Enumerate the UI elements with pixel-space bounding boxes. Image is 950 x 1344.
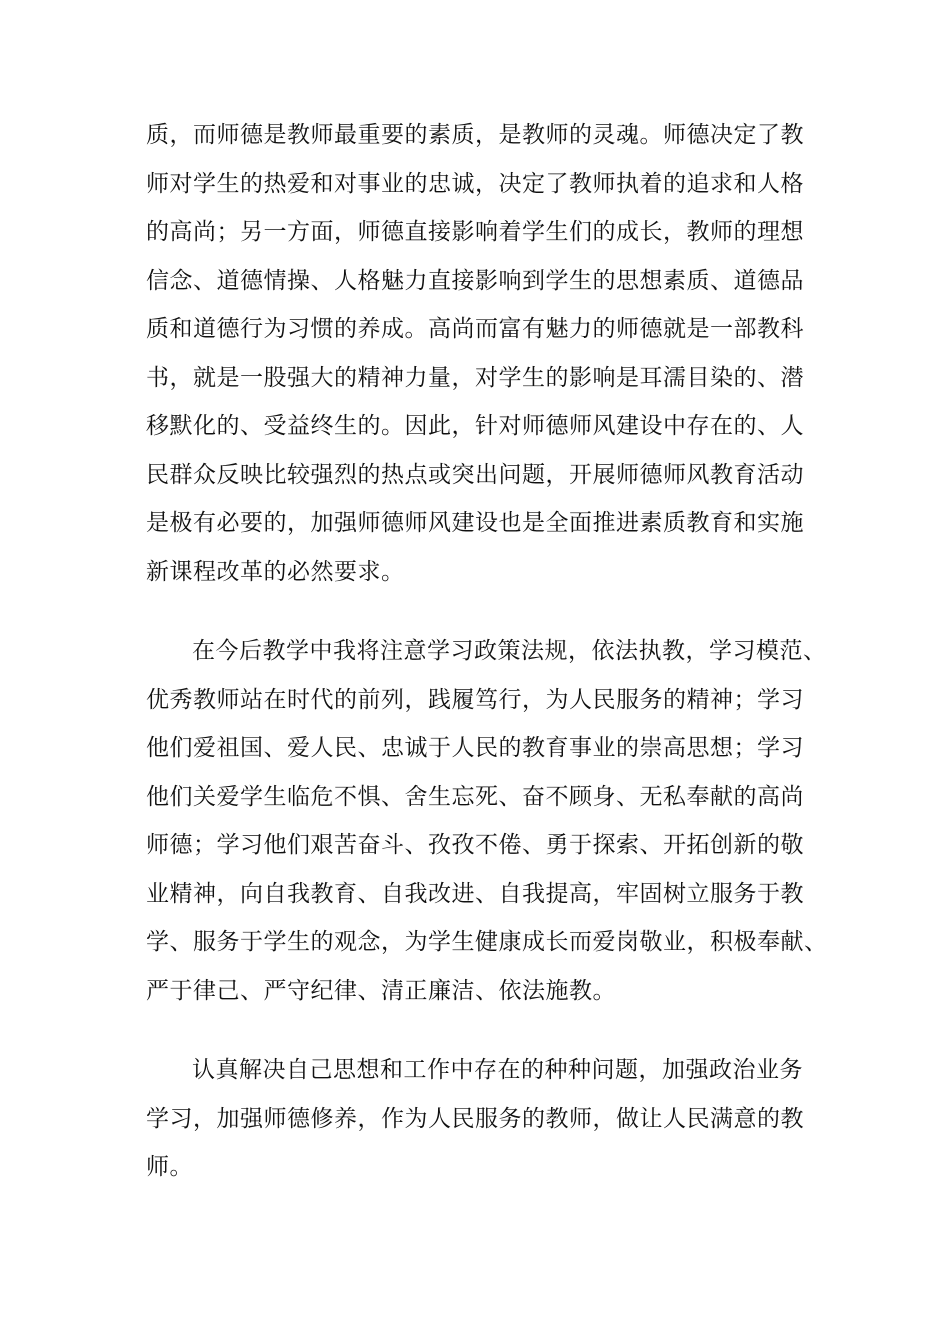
text-line: 师对学生的热爱和对事业的忠诚，决定了教师执着的追求和人格 (146, 170, 804, 197)
paragraph-3 (146, 1046, 804, 1192)
text-line: 师。 (146, 1154, 193, 1180)
text-line: 他们爱祖国、爱人民、忠诚于人民的教育事业的崇高思想；学习 (146, 735, 804, 761)
text-line: 认真解决自己思想和工作中存在的种种问题，加强政治业务 (192, 1057, 803, 1083)
text-line: 质和道德行为习惯的养成。高尚而富有魅力的师德就是一部教科 (146, 316, 804, 342)
text-line: 严于律己、严守纪律、清正廉洁、依法施教。 (146, 977, 616, 1004)
text-line: 民群众反映比较强烈的热点或突出问题，开展师德师风教育活动 (146, 461, 804, 488)
text-line: 新课程改革的必然要求。 (146, 558, 405, 585)
text-line: 他们关爱学生临危不惧、舍生忘死、奋不顾身、无私奉献的高尚 (146, 783, 804, 810)
text-line: 书，就是一股强大的精神力量，对学生的影响是耳濡目染的、潜 (146, 364, 804, 391)
text-line: 师德；学习他们艰苦奋斗、孜孜不倦、勇于探索、开拓创新的敬 (146, 832, 804, 858)
text-line: 移默化的、受益终生的。因此，针对师德师风建设中存在的、人 (146, 413, 804, 439)
text-line: 业精神，向自我教育、自我改进、自我提高，牢固树立服务于教 (146, 880, 804, 907)
paragraph-2 (146, 627, 828, 1015)
text-line: 是极有必要的，加强师德师风建设也是全面推进素质教育和实施 (146, 510, 804, 536)
text-line: 质，而师德是教师最重要的素质，是教师的灵魂。师德决定了教 (146, 122, 804, 148)
paragraph-1 (146, 111, 804, 596)
text-line: 在今后教学中我将注意学习政策法规，依法执教，学习模范、 (192, 638, 827, 664)
text-line: 优秀教师站在时代的前列，践履笃行，为人民服务的精神；学习 (146, 686, 804, 713)
text-line: 学习，加强师德修养，作为人民服务的教师，做让人民满意的教 (146, 1105, 804, 1132)
text-line: 学、服务于学生的观念，为学生健康成长而爱岗敬业，积极奉献、 (146, 929, 828, 955)
text-line: 的高尚；另一方面，师德直接影响着学生们的成长，教师的理想 (146, 219, 804, 245)
text-line: 信念、道德情操、人格魅力直接影响到学生的思想素质、道德品 (146, 267, 804, 294)
